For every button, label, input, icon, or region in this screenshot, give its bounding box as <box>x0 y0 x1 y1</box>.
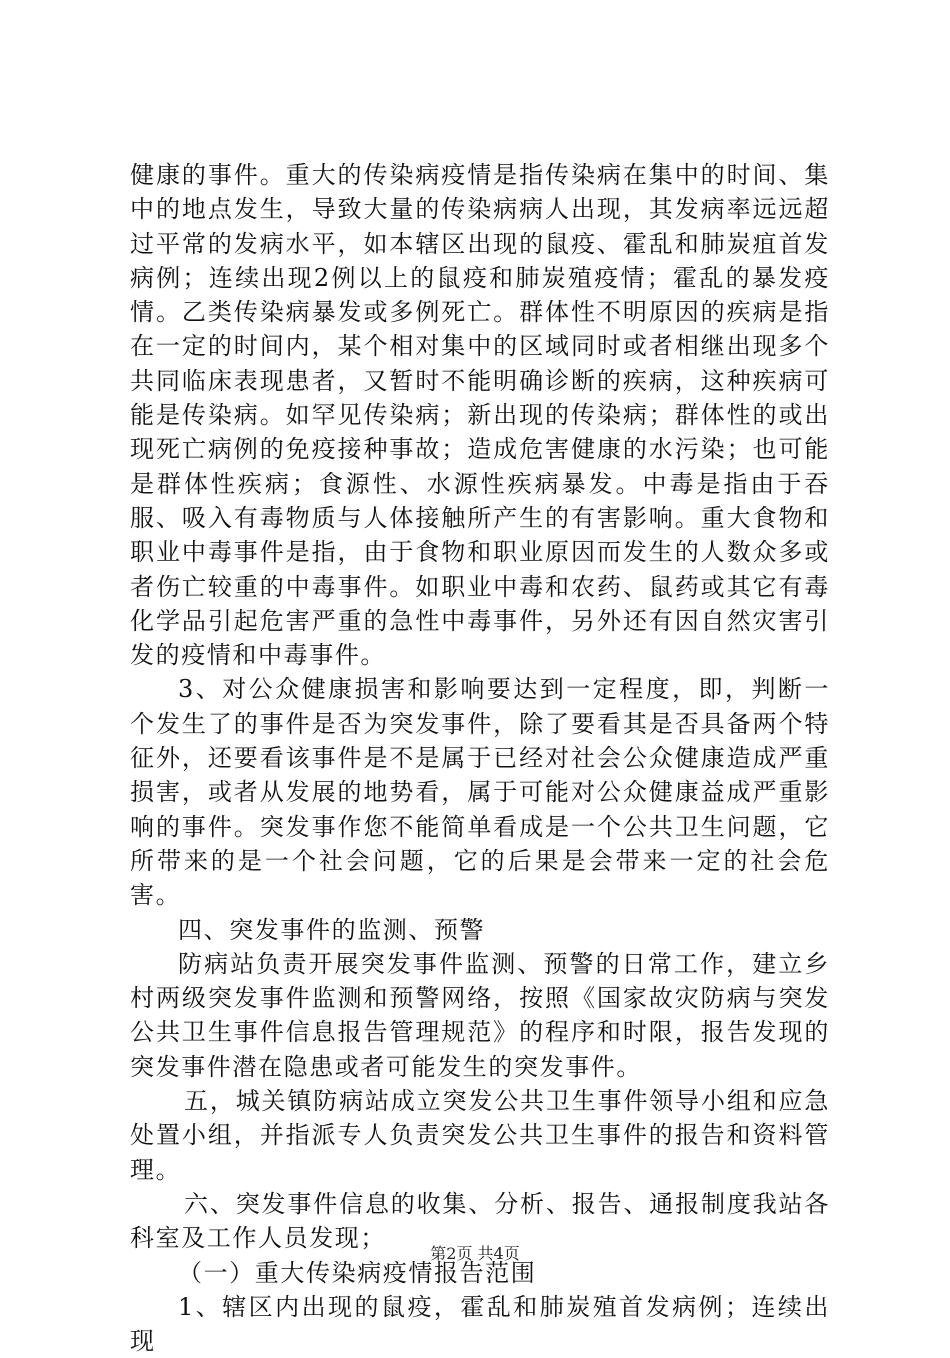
paragraph-section-six: 六、突发事件信息的收集、分析、报告、通报制度我站各科室及工作人员发现； <box>130 1189 830 1253</box>
paragraph-section-five: 五，城关镇防病站成立突发公共卫生事件领导小组和应急处置小组，并指派专人负责突发公共卫生事件的报告和资料管理。 <box>130 1087 830 1184</box>
section-heading-monitoring: 四、突发事件的监测、预警 <box>178 915 486 944</box>
page-number-footer: 第2页 共4页 <box>430 1244 520 1263</box>
document-body <box>130 158 830 1358</box>
paragraph-continuation: 健康的事件。重大的传染病疫情是指传染病在集中的时间、集中的地点发生，导致大量的传染病病人出现，其发病率远远超过平常的发病水平，如本辖区出现的鼠疫、霍乱和肺炭疽首发病例；连续出现2例以上的鼠疫和肺炭殖疫情；霍乱的暴发疫情。乙类传染病暴发或多例死亡。群体性不明原因的疾病是指在一定的时间内，某个相对集中的区域同时或者相继出现多个共同临床表现患者，又暂时不能明确诊断的疾病，这种疾病可能是传染病。如罕见传染病；新出现的传染病；群体性的或出现死亡病例的免疫接种事故；造成危害健康的水污染；也可能是群体性疾病；食源性、水源性疾病暴发。中毒是指由于吞服、吸入有毒物质与人体接触所产生的有害影响。重大食物和职业中毒事件是指，由于食物和职业原因而发生的人数众多或者伤亡较重的中毒事件。如职业中毒和农药、鼠药或其它有毒化学品引起危害严重的急性中毒事件，另外还有因自然灾害引发的疫情和中毒事件。 <box>130 161 830 670</box>
paragraph-item-3: 3、对公众健康损害和影响要达到一定程度，即，判断一个发生了的事件是否为突发事件，除了要看其是否具备两个特征外，还要看该事件是不是属于已经对社会公众健康造成严重损害，或者从发展的地势看，属于可能对公众健康益成严重影响的事件。突发事作您不能简单看成是一个公共卫生问题，它所带来的是一个社会问题，它的后果是会带来一定的社会危害。 <box>130 675 830 910</box>
subsection-heading-report-scope: （一）重大传染病疫情报告范围 <box>178 1258 537 1287</box>
paragraph-monitoring: 防病站负责开展突发事件监测、预警的日常工作，建立乡村两级突发事件监测和预警网络，按照《国家故灾防病与突发公共卫生事件信息报告管理规范》的程序和时限，报告发现的突发事件潜在隐患或者可能发生的突发事件。 <box>130 949 830 1081</box>
paragraph-item-1: 1、辖区内出现的鼠疫，霍乱和肺炭殖首发病例；连续出现 <box>130 1292 830 1356</box>
